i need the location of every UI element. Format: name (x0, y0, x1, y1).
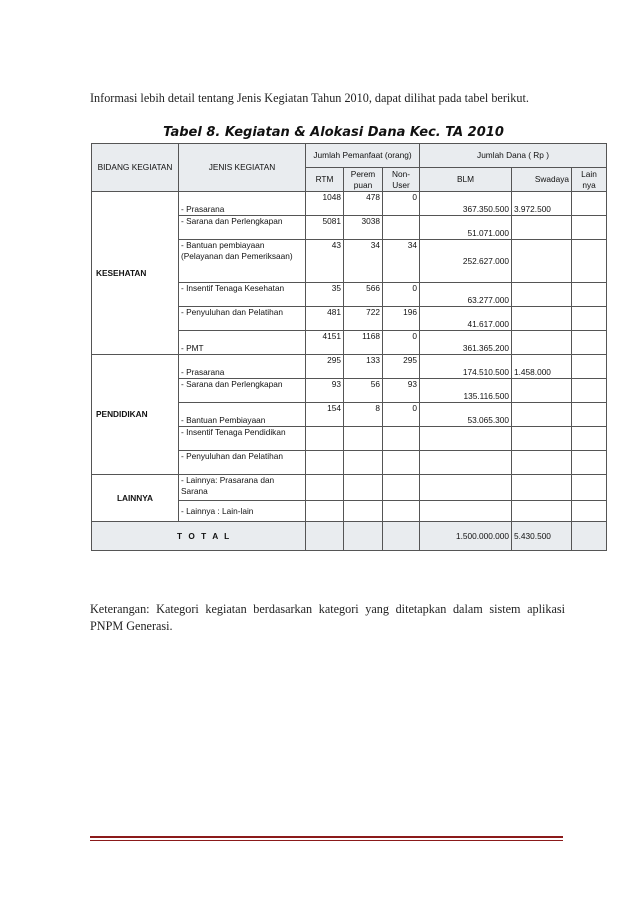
lainnya-cell (572, 216, 607, 240)
lainnya-cell (572, 355, 607, 379)
jenis-cell: - Bantuan Pembiayaan (179, 403, 306, 427)
intro-paragraph: Informasi lebih detail tentang Jenis Kegiatan Tahun 2010, dapat dilihat pada tabel berikut. (90, 91, 529, 105)
nonuser-cell: 0 (383, 403, 420, 427)
swadaya-cell (512, 331, 572, 355)
allocation-table (91, 143, 607, 551)
jenis-cell: - Sarana dan Perlengkapan (179, 216, 306, 240)
rtm-cell (306, 501, 344, 522)
blm-cell (420, 501, 512, 522)
rtm-cell (306, 475, 344, 501)
bidang-lainnya: LAINNYA (92, 475, 179, 522)
nonuser-cell: 0 (383, 192, 420, 216)
swadaya-cell (512, 475, 572, 501)
lainnya-cell (572, 283, 607, 307)
swadaya-cell (512, 283, 572, 307)
lainnya-cell (572, 307, 607, 331)
swadaya-cell (512, 403, 572, 427)
lainnya-cell (572, 451, 607, 475)
header-pemanfaat: Jumlah Pemanfaat (orang) (306, 144, 420, 168)
perempuan-cell (344, 451, 383, 475)
header-bidang: BIDANG KEGIATAN (92, 144, 179, 192)
jenis-cell: - Lainnya: Prasarana dan Sarana (179, 475, 306, 501)
perempuan-cell: 3038 (344, 216, 383, 240)
rtm-cell (306, 427, 344, 451)
header-perempuan: Perem puan (344, 168, 383, 192)
blm-cell: 63.277.000 (420, 283, 512, 307)
header-swadaya: Swadaya (512, 168, 572, 192)
jenis-cell: - Bantuan pembiayaan (Pelayanan dan Pemeriksaan) (179, 240, 306, 283)
rtm-cell: 154 (306, 403, 344, 427)
total-swadaya: 5.430.500 (512, 522, 572, 551)
swadaya-cell (512, 240, 572, 283)
swadaya-cell: 3.972.500 (512, 192, 572, 216)
jenis-cell: - Insentif Tenaga Pendidikan (179, 427, 306, 451)
rtm-cell (306, 451, 344, 475)
swadaya-cell (512, 216, 572, 240)
blm-cell (420, 451, 512, 475)
lainnya-cell (572, 331, 607, 355)
total-blm: 1.500.000.000 (420, 522, 512, 551)
swadaya-cell (512, 427, 572, 451)
nonuser-cell (383, 501, 420, 522)
perempuan-cell (344, 501, 383, 522)
blm-cell: 174.510.500 (420, 355, 512, 379)
perempuan-cell: 1168 (344, 331, 383, 355)
perempuan-cell: 8 (344, 403, 383, 427)
rtm-cell: 295 (306, 355, 344, 379)
blm-cell: 361.365.200 (420, 331, 512, 355)
blm-cell: 41.617.000 (420, 307, 512, 331)
blm-cell: 252.627.000 (420, 240, 512, 283)
rtm-cell: 4151 (306, 331, 344, 355)
blm-cell: 367.350.500 (420, 192, 512, 216)
nonuser-cell: 93 (383, 379, 420, 403)
perempuan-cell: 722 (344, 307, 383, 331)
swadaya-cell (512, 451, 572, 475)
perempuan-cell: 566 (344, 283, 383, 307)
lainnya-cell (572, 403, 607, 427)
nonuser-cell (383, 475, 420, 501)
rtm-cell: 93 (306, 379, 344, 403)
total-lainnya-cell (572, 522, 607, 551)
blm-cell: 135.116.500 (420, 379, 512, 403)
nonuser-cell: 295 (383, 355, 420, 379)
header-jenis: JENIS KEGIATAN (179, 144, 306, 192)
nonuser-cell (383, 216, 420, 240)
jenis-cell: - Insentif Tenaga Kesehatan (179, 283, 306, 307)
nonuser-cell (383, 427, 420, 451)
swadaya-cell (512, 501, 572, 522)
note-paragraph: Keterangan: Kategori kegiatan berdasarkan kategori yang ditetapkan dalam sistem aplikasi PNPM Generasi. (90, 602, 565, 633)
lainnya-cell (572, 475, 607, 501)
swadaya-cell: 1.458.000 (512, 355, 572, 379)
blm-cell (420, 427, 512, 451)
total-rtm-cell (306, 522, 344, 551)
total-label: T O T A L (92, 522, 306, 551)
bidang-pendidikan: PENDIDIKAN (92, 355, 179, 475)
rtm-cell: 35 (306, 283, 344, 307)
table-title: Tabel 8. Kegiatan & Alokasi Dana Kec. TA 2010 (163, 125, 504, 140)
blm-cell: 51.071.000 (420, 216, 512, 240)
perempuan-cell: 56 (344, 379, 383, 403)
header-dana: Jumlah Dana ( Rp ) (420, 144, 607, 168)
rtm-cell: 1048 (306, 192, 344, 216)
rtm-cell: 481 (306, 307, 344, 331)
perempuan-cell (344, 427, 383, 451)
total-perempuan-cell (344, 522, 383, 551)
jenis-cell: - Penyuluhan dan Pelatihan (179, 307, 306, 331)
nonuser-cell: 0 (383, 283, 420, 307)
jenis-cell: - Prasarana (179, 355, 306, 379)
perempuan-cell (344, 475, 383, 501)
rtm-cell: 43 (306, 240, 344, 283)
blm-cell: 53.065.300 (420, 403, 512, 427)
header-nonuser: Non-User (383, 168, 420, 192)
perempuan-cell: 133 (344, 355, 383, 379)
perempuan-cell: 478 (344, 192, 383, 216)
footer-rule-thin (90, 840, 563, 841)
blm-cell (420, 475, 512, 501)
header-rtm: RTM (306, 168, 344, 192)
lainnya-cell (572, 192, 607, 216)
header-lainnya: Lain nya (572, 168, 607, 192)
jenis-cell: - PMT (179, 331, 306, 355)
nonuser-cell: 34 (383, 240, 420, 283)
lainnya-cell (572, 501, 607, 522)
perempuan-cell: 34 (344, 240, 383, 283)
header-blm: BLM (420, 168, 512, 192)
swadaya-cell (512, 379, 572, 403)
swadaya-cell (512, 307, 572, 331)
bidang-kesehatan: KESEHATAN (92, 192, 179, 355)
nonuser-cell: 196 (383, 307, 420, 331)
jenis-cell: - Prasarana (179, 192, 306, 216)
lainnya-cell (572, 379, 607, 403)
nonuser-cell: 0 (383, 331, 420, 355)
jenis-cell: - Sarana dan Perlengkapan (179, 379, 306, 403)
total-nonuser-cell (383, 522, 420, 551)
footer-rule-thick (90, 836, 563, 838)
nonuser-cell (383, 451, 420, 475)
rtm-cell: 5081 (306, 216, 344, 240)
lainnya-cell (572, 240, 607, 283)
jenis-cell: - Penyuluhan dan Pelatihan (179, 451, 306, 475)
jenis-cell: - Lainnya : Lain-lain (179, 501, 306, 522)
lainnya-cell (572, 427, 607, 451)
